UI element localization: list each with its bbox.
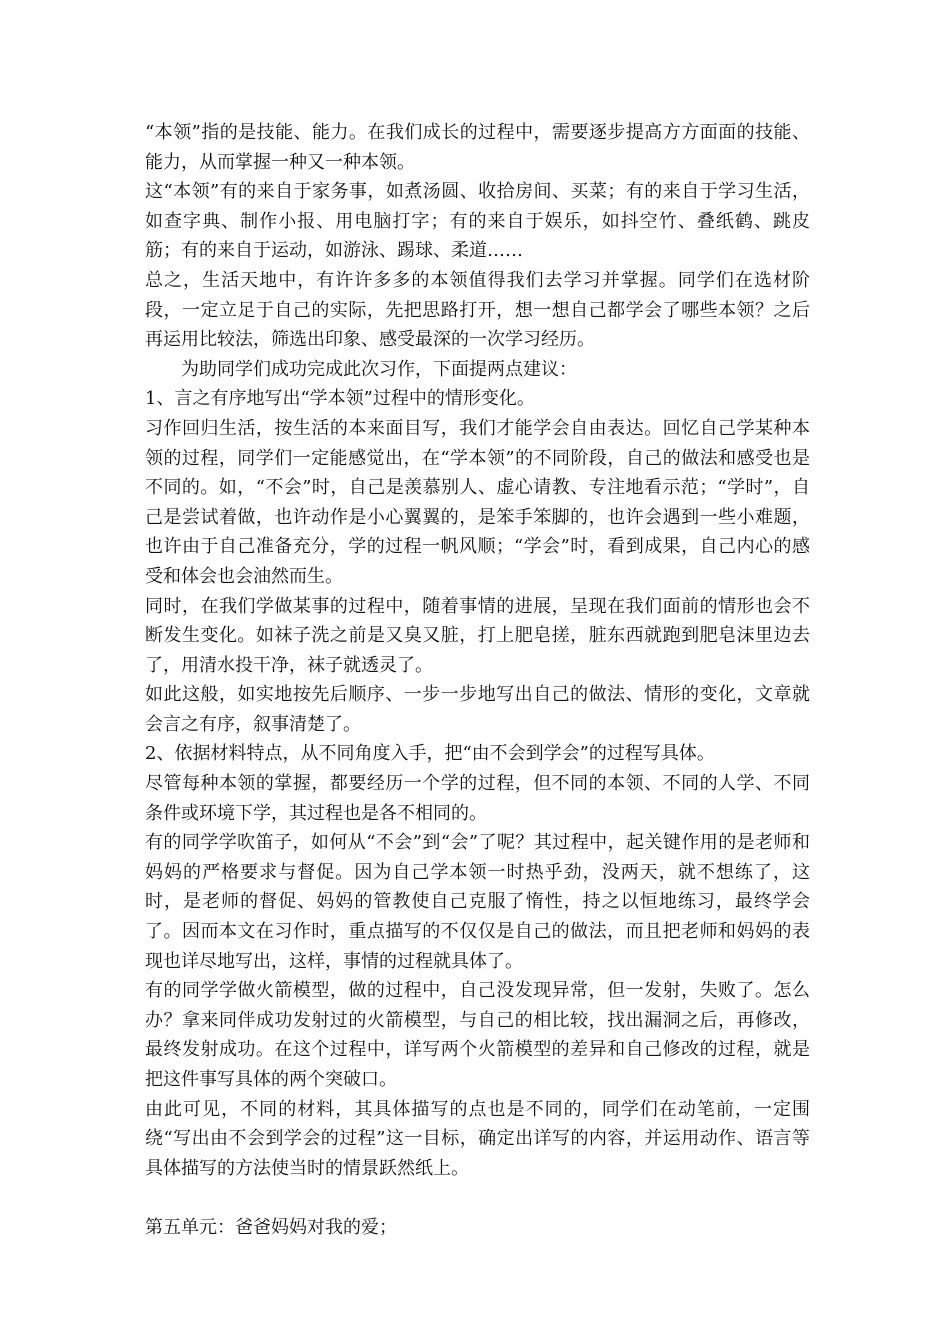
paragraph-different-processes: 尽管每种本领的掌握，都要经历一个学的过程，但不同的本领、不同的人学、不同条件或环境下学，其过程也是各不相同的。 <box>145 773 810 824</box>
blank-line <box>145 1183 810 1213</box>
paragraph-definition: “本领”指的是技能、能力。在我们成长的过程中，需要逐步提高方方面面的技能、能力，从而掌握一种又一种本领。 <box>145 122 810 173</box>
paragraph-summary: 总之，生活天地中，有许许多多的本领值得我们去学习并掌握。同学们在选材阶段，一定立足于自己的实际，先把思路打开，想一想自己都学会了哪些本领？之后再运用比较法，筛选出印象、感受最深的一次学习经历。 <box>145 269 810 351</box>
paragraph-sources: 这“本领”有的来自于家务事，如煮汤圆、收拾房间、买菜；有的来自于学习生活，如查字典、制作小报、用电脑打字；有的来自于娱乐，如抖空竹、叠纸鹤、跳皮筋；有的来自于运动，如游泳、踢球、柔道…… <box>145 181 810 262</box>
document-body <box>145 118 810 1243</box>
paragraph-conclusion: 由此可见，不同的材料，其具体描写的点也是不同的，同学们在动笔前，一定围绕“写出由不会到学会的过程”这一目标，确定出详写的内容，并运用动作、语言等具体描写的方法使当时的情景跃然纸上。 <box>145 1098 810 1179</box>
paragraph-flute-example: 有的同学学吹笛子，如何从“不会”到“会”了呢？其过程中，起关键作用的是老师和妈妈的严格要求与督促。因为自己学本领一时热乎劲，没两天，就不想练了，这时，是老师的督促、妈妈的管教使自己克服了惰性，持之以恒地练习，最终学会了。因而本文在习作时，重点描写的不仅仅是自己的做法，而且把老师和妈妈的表现也详尽地写出，这样，事情的过程就具体了。 <box>145 832 810 972</box>
paragraph-situation-change: 同时，在我们学做某事的过程中，随着事情的进展，呈现在我们面前的情形也会不断发生变化。如袜子洗之前是又臭又脏，打上肥皂搓，脏东西就跑到肥皂沫里边去了，用清水投干净，袜子就透灵了。 <box>145 595 810 676</box>
unit-heading: 第五单元：爸爸妈妈对我的爱； <box>145 1216 397 1238</box>
suggestion-heading-1: 1、言之有序地写出“学本领”过程中的情形变化。 <box>145 388 535 410</box>
paragraph-suggestions-intro: 为助同学们成功完成此次习作，下面提两点建议： <box>181 358 577 380</box>
suggestion-heading-2: 2、依据材料特点，从不同角度入手，把“由不会到学会”的过程写具体。 <box>145 743 715 765</box>
paragraph-orderly-writing: 如此这般，如实地按先后顺序、一步一步地写出自己的做法、情形的变化，文章就会言之有序，叙事清楚了。 <box>145 684 810 735</box>
paragraph-rocket-example: 有的同学学做火箭模型，做的过程中，自己没发现异常，但一发射，失败了。怎么办？拿来同伴成功发射过的火箭模型，与自己的相比较，找出漏洞之后，再修改，最终发射成功。在这个过程中，详写两个火箭模型的差异和自己修改的过程，就是把这件事写具体的两个突破口。 <box>145 980 810 1090</box>
paragraph-process-stages: 习作回归生活，按生活的本来面目写，我们才能学会自由表达。回忆自己学某种本领的过程，同学们一定能感觉出，在“学本领”的不同阶段，自己的做法和感受也是不同的。如，“不会”时，自己是羡慕别人、虚心请教、专注地看示范；“学时”，自己是尝试着做，也许动作是小心翼翼的，是笨手笨脚的，也许会遇到一些小难题，也许由于自己准备充分，学的过程一帆风顺；“学会”时，看到成果，自己内心的感受和体会也会油然而生。 <box>145 417 810 587</box>
